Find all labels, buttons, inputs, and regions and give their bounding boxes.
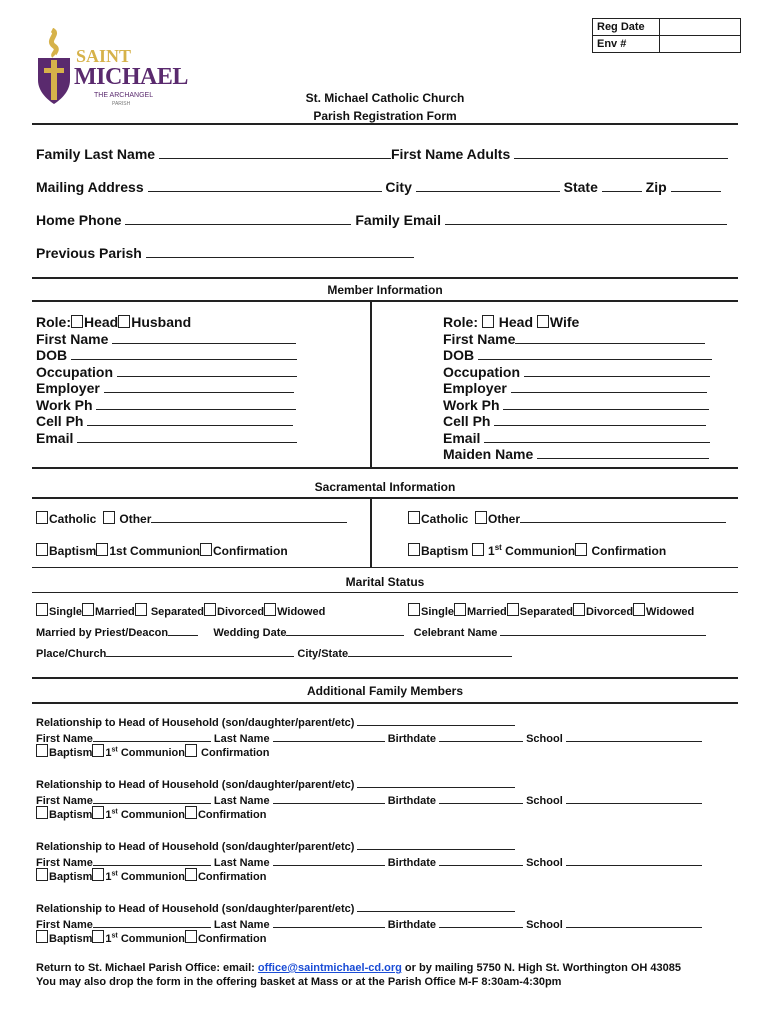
work-ph-label: Work Ph	[36, 396, 93, 413]
last-name-field[interactable]	[273, 729, 385, 742]
first-communion-checkbox[interactable]	[92, 930, 104, 943]
head-checkbox-left[interactable]	[71, 315, 83, 328]
occupation-label: Occupation	[36, 363, 114, 380]
relationship-label: Relationship to Head of Household (son/daughter/parent/etc)	[36, 841, 355, 853]
husband-label: Husband	[131, 314, 192, 330]
sacrament-row	[36, 868, 702, 883]
birthdate-field[interactable]	[439, 915, 523, 928]
dob-field-right[interactable]	[478, 347, 712, 360]
last-name-field[interactable]	[273, 915, 385, 928]
first-communion-checkbox[interactable]	[92, 744, 104, 757]
head-label: Head	[498, 314, 534, 330]
confirmation-label: Confirmation	[197, 809, 267, 821]
first-communion-checkbox[interactable]	[92, 868, 104, 881]
cell-ph-row-left	[36, 413, 297, 430]
footer-line-2: You may also drop the form in the offering basket at Mass or at the Parish Office M-F 8:30am-4:30pm	[36, 976, 562, 988]
baptism-label: Baptism	[421, 544, 469, 558]
divorced-label: Divorced	[585, 606, 634, 618]
marital-row-2	[36, 623, 706, 639]
birthdate-field[interactable]	[439, 729, 523, 742]
confirmation-checkbox[interactable]	[185, 868, 197, 881]
first-name-label: First Name	[36, 330, 109, 347]
first-label: 1	[105, 747, 112, 759]
first-label: 1	[488, 544, 495, 558]
name-row	[36, 791, 702, 806]
last-name-label: Last Name	[213, 733, 270, 745]
birthdate-label: Birthdate	[387, 795, 436, 807]
baptism-label: Baptism	[49, 544, 97, 558]
dob-row-right	[443, 347, 712, 364]
other-field-right[interactable]	[520, 510, 726, 523]
employer-row-right	[443, 380, 712, 397]
sacrament-row	[36, 930, 702, 945]
city-label: City	[385, 179, 412, 195]
wedding-date-field[interactable]	[286, 623, 404, 636]
married-checkbox-left[interactable]	[82, 603, 94, 616]
family-email-field[interactable]	[445, 212, 727, 225]
family-row-3	[36, 212, 727, 228]
other-field-left[interactable]	[151, 510, 347, 523]
communion-label: Communion	[117, 933, 185, 945]
birthdate-label: Birthdate	[387, 857, 436, 869]
first-communion-checkbox-left[interactable]	[96, 543, 108, 556]
name-row	[36, 853, 702, 868]
celebrant-field[interactable]	[500, 623, 706, 636]
email-label: Email	[443, 429, 481, 446]
widowed-label: Widowed	[646, 606, 695, 618]
additional-title: Additional Family Members	[306, 684, 464, 698]
employer-label: Employer	[36, 380, 100, 396]
footer-return-text: Return to St. Michael Parish Office: email:	[36, 962, 258, 974]
relationship-label: Relationship to Head of Household (son/daughter/parent/etc)	[36, 717, 355, 729]
confirmation-checkbox-right[interactable]	[575, 543, 587, 556]
school-label: School	[526, 733, 563, 745]
work-ph-row-right	[443, 397, 712, 414]
baptism-checkbox[interactable]	[36, 868, 48, 881]
last-name-label: Last Name	[213, 857, 270, 869]
work-ph-label: Work Ph	[443, 396, 500, 413]
other-checkbox-left[interactable]	[103, 511, 115, 524]
relationship-field[interactable]	[357, 775, 515, 788]
first-label: 1	[105, 809, 112, 821]
cell-ph-row-right	[443, 413, 712, 430]
mailing-address-field[interactable]	[148, 179, 382, 192]
first-name-adults-label: First Name Adults	[390, 146, 511, 162]
footer-mailing-text: or by mailing 5750 N. High St. Worthington OH 43085	[401, 962, 681, 974]
previous-parish-label: Previous Parish	[36, 245, 142, 261]
sacramental-right-row-2	[408, 543, 666, 558]
other-label: Other	[119, 512, 152, 526]
marital-title: Marital Status	[345, 575, 425, 589]
occupation-label: Occupation	[443, 363, 521, 380]
sacramental-left-row-1	[36, 510, 347, 526]
confirmation-checkbox-left[interactable]	[200, 543, 212, 556]
occupation-row-right	[443, 364, 712, 381]
confirmation-checkbox[interactable]	[185, 806, 197, 819]
separated-checkbox-right[interactable]	[507, 603, 519, 616]
sacramental-right-row-1	[408, 510, 726, 526]
divorced-checkbox-right[interactable]	[573, 603, 585, 616]
communion-label: Communion	[501, 544, 576, 558]
role-label: Role:	[443, 314, 478, 330]
dob-row-left	[36, 347, 297, 364]
family-row-4	[36, 245, 414, 261]
school-field[interactable]	[566, 915, 702, 928]
widowed-checkbox-right[interactable]	[633, 603, 645, 616]
st-superscript: st	[111, 746, 118, 754]
first-communion-checkbox[interactable]	[92, 806, 104, 819]
maiden-name-row	[443, 446, 712, 463]
confirmation-label: Confirmation	[197, 871, 267, 883]
logo-archangel: THE ARCHANGEL	[94, 92, 154, 99]
divider	[32, 300, 738, 302]
head-checkbox-right[interactable]	[482, 315, 494, 328]
place-field[interactable]	[106, 644, 294, 657]
divider	[32, 592, 738, 593]
birthdate-label: Birthdate	[387, 919, 436, 931]
separated-label: Separated	[150, 606, 205, 618]
divider	[32, 677, 738, 679]
zip-label: Zip	[645, 179, 667, 195]
employer-label: Employer	[443, 380, 507, 396]
first-communion-label: 1st Communion	[109, 544, 201, 558]
first-name-label: First Name	[36, 857, 93, 869]
wife-label: Wife	[549, 314, 580, 330]
occupation-field-right[interactable]	[524, 364, 710, 377]
mailing-address-label: Mailing Address	[36, 179, 144, 195]
work-ph-field-right[interactable]	[503, 397, 709, 410]
baptism-checkbox[interactable]	[36, 930, 48, 943]
first-communion-checkbox-right[interactable]	[472, 543, 484, 556]
school-field[interactable]	[566, 853, 702, 866]
member-block	[36, 775, 702, 837]
family-email-label: Family Email	[355, 212, 441, 228]
sacramental-title: Sacramental Information	[314, 480, 456, 494]
school-label: School	[526, 857, 563, 869]
employer-field-right[interactable]	[511, 380, 707, 393]
separated-label: Separated	[519, 606, 573, 618]
member-block	[36, 837, 702, 899]
registration-box	[592, 18, 741, 53]
first-name-row-left	[36, 331, 297, 348]
first-name-field[interactable]	[93, 729, 211, 742]
other-label: Other	[488, 512, 521, 526]
st-superscript: st	[111, 932, 118, 940]
married-label: Married	[467, 606, 507, 618]
previous-parish-field[interactable]	[146, 245, 414, 258]
first-name-field-right[interactable]	[515, 331, 705, 344]
relationship-label: Relationship to Head of Household (son/daughter/parent/etc)	[36, 903, 355, 915]
baptism-checkbox[interactable]	[36, 744, 48, 757]
first-name-label: First Name	[443, 330, 516, 347]
footer-line-1	[36, 962, 681, 974]
confirmation-label: Confirmation	[197, 933, 267, 945]
member-block	[36, 713, 702, 775]
zip-field[interactable]	[671, 179, 721, 192]
baptism-checkbox[interactable]	[36, 806, 48, 819]
married-by-field[interactable]	[168, 623, 198, 636]
cell-ph-label: Cell Ph	[443, 413, 491, 429]
communion-label: Communion	[117, 747, 185, 759]
divider	[32, 497, 738, 499]
role-label: Role:	[36, 314, 71, 330]
sacrament-row	[36, 806, 702, 821]
head-label: Head	[84, 314, 119, 330]
dob-label: DOB	[443, 347, 475, 363]
office-email-link[interactable]: office@saintmichael-cd.org	[257, 962, 402, 974]
last-name-label: Last Name	[213, 795, 270, 807]
last-name-label: Last Name	[213, 919, 270, 931]
confirmation-label: Confirmation	[213, 544, 288, 558]
city-state-field[interactable]	[348, 644, 512, 657]
member-info-column-divider	[370, 301, 372, 467]
member-left	[36, 314, 297, 446]
relationship-row	[36, 837, 702, 853]
first-label: 1	[105, 933, 112, 945]
occupation-row-left	[36, 364, 297, 381]
catholic-label: Catholic	[49, 512, 97, 526]
additional-members	[36, 713, 702, 961]
divorced-label: Divorced	[217, 606, 265, 618]
relationship-row	[36, 713, 702, 729]
married-label: Married	[95, 606, 135, 618]
first-name-adults-field[interactable]	[514, 146, 728, 159]
dob-label: DOB	[36, 347, 68, 363]
catholic-checkbox-left[interactable]	[36, 511, 48, 524]
confirmation-label: Confirmation	[591, 544, 667, 558]
employer-field-left[interactable]	[104, 380, 294, 393]
email-field-right[interactable]	[484, 430, 710, 443]
place-label: Place/Church	[36, 648, 107, 660]
sacramental-column-divider	[370, 498, 372, 568]
relationship-field[interactable]	[357, 713, 515, 726]
divider	[32, 123, 738, 125]
reg-date-label: Reg Date	[593, 19, 660, 36]
single-checkbox-right[interactable]	[408, 603, 420, 616]
email-label: Email	[36, 429, 74, 446]
baptism-label: Baptism	[49, 933, 93, 945]
employer-row-left	[36, 380, 297, 397]
first-name-label: First Name	[36, 795, 93, 807]
divorced-checkbox-left[interactable]	[204, 603, 216, 616]
baptism-label: Baptism	[49, 809, 93, 821]
divider	[32, 467, 738, 469]
single-label: Single	[49, 606, 83, 618]
st-superscript: st	[111, 870, 118, 878]
husband-checkbox[interactable]	[118, 315, 130, 328]
home-phone-field[interactable]	[125, 212, 351, 225]
home-phone-label: Home Phone	[36, 212, 122, 228]
catholic-label: Catholic	[421, 512, 469, 526]
state-label: State	[563, 179, 598, 195]
relationship-row	[36, 899, 702, 915]
sacramental-left-row-2	[36, 543, 288, 558]
family-row-1	[36, 146, 728, 162]
confirmation-checkbox[interactable]	[185, 930, 197, 943]
school-field[interactable]	[566, 791, 702, 804]
dob-field-left[interactable]	[71, 347, 297, 360]
married-by-label: Married by Priest/Deacon	[36, 627, 169, 639]
celebrant-label: Celebrant Name	[413, 627, 498, 639]
marital-row-3	[36, 644, 512, 660]
divider	[32, 702, 738, 704]
env-field[interactable]	[660, 36, 741, 53]
role-row-left	[36, 314, 297, 331]
communion-label: Communion	[117, 809, 185, 821]
city-field[interactable]	[416, 179, 560, 192]
env-label: Env #	[593, 36, 660, 53]
name-row	[36, 915, 702, 930]
st-superscript: st	[111, 808, 118, 816]
separated-checkbox-left[interactable]	[135, 603, 147, 616]
page-subtitle: Parish Registration Form	[313, 109, 457, 123]
widowed-label: Widowed	[277, 606, 326, 618]
family-row-2	[36, 179, 721, 195]
baptism-checkbox-left[interactable]	[36, 543, 48, 556]
baptism-checkbox-right[interactable]	[408, 543, 420, 556]
marital-right	[408, 603, 694, 618]
school-label: School	[526, 919, 563, 931]
maiden-name-field[interactable]	[537, 446, 709, 459]
divider	[32, 277, 738, 279]
logo-parish: PARISH	[112, 101, 131, 107]
member-block	[36, 899, 702, 961]
relationship-row	[36, 775, 702, 791]
divider	[32, 567, 738, 568]
school-field[interactable]	[566, 729, 702, 742]
maiden-name-label: Maiden Name	[443, 446, 534, 462]
birthdate-label: Birthdate	[387, 733, 436, 745]
email-row-right	[443, 430, 712, 447]
cell-ph-label: Cell Ph	[36, 413, 84, 429]
logo-saint: SAINT	[76, 46, 132, 66]
baptism-label: Baptism	[49, 871, 93, 883]
first-name-field[interactable]	[93, 853, 211, 866]
relationship-label: Relationship to Head of Household (son/daughter/parent/etc)	[36, 779, 355, 791]
city-state-label: City/State	[297, 648, 349, 660]
reg-date-field[interactable]	[660, 19, 741, 36]
first-name-field[interactable]	[93, 915, 211, 928]
catholic-checkbox-right[interactable]	[408, 511, 420, 524]
email-row-left	[36, 430, 297, 447]
first-name-row-right	[443, 331, 712, 348]
relationship-field[interactable]	[357, 899, 515, 912]
married-checkbox-right[interactable]	[454, 603, 466, 616]
relationship-field[interactable]	[357, 837, 515, 850]
communion-label: Communion	[117, 871, 185, 883]
family-last-name-field[interactable]	[159, 146, 391, 159]
email-field-left[interactable]	[77, 430, 297, 443]
name-row	[36, 729, 702, 744]
first-label: 1	[105, 871, 112, 883]
cell-ph-field-right[interactable]	[494, 413, 706, 426]
marital-left	[36, 603, 325, 618]
family-last-name-label: Family Last Name	[36, 146, 156, 162]
confirmation-checkbox[interactable]	[185, 744, 197, 757]
sacrament-row	[36, 744, 702, 759]
baptism-label: Baptism	[49, 747, 93, 759]
last-name-field[interactable]	[273, 853, 385, 866]
member-info-title: Member Information	[327, 283, 443, 297]
occupation-field-left[interactable]	[117, 364, 297, 377]
first-name-field-left[interactable]	[112, 331, 296, 344]
widowed-checkbox-left[interactable]	[264, 603, 276, 616]
last-name-field[interactable]	[273, 791, 385, 804]
logo-michael: MICHAEL	[74, 64, 188, 90]
page-title: St. Michael Catholic Church	[305, 91, 465, 105]
st-superscript: st	[494, 543, 502, 552]
school-label: School	[526, 795, 563, 807]
work-ph-row-left	[36, 397, 297, 414]
state-field[interactable]	[602, 179, 642, 192]
member-right	[443, 314, 712, 463]
other-checkbox-right[interactable]	[475, 511, 487, 524]
first-name-label: First Name	[36, 919, 93, 931]
single-checkbox-left[interactable]	[36, 603, 48, 616]
birthdate-field[interactable]	[439, 791, 523, 804]
wife-checkbox[interactable]	[537, 315, 549, 328]
first-name-field[interactable]	[93, 791, 211, 804]
cell-ph-field-left[interactable]	[87, 413, 293, 426]
single-label: Single	[421, 606, 455, 618]
role-row-right	[443, 314, 712, 331]
confirmation-label: Confirmation	[201, 747, 270, 759]
work-ph-field-left[interactable]	[96, 397, 296, 410]
first-name-label: First Name	[36, 733, 93, 745]
wedding-date-label: Wedding Date	[213, 627, 287, 639]
birthdate-field[interactable]	[439, 853, 523, 866]
